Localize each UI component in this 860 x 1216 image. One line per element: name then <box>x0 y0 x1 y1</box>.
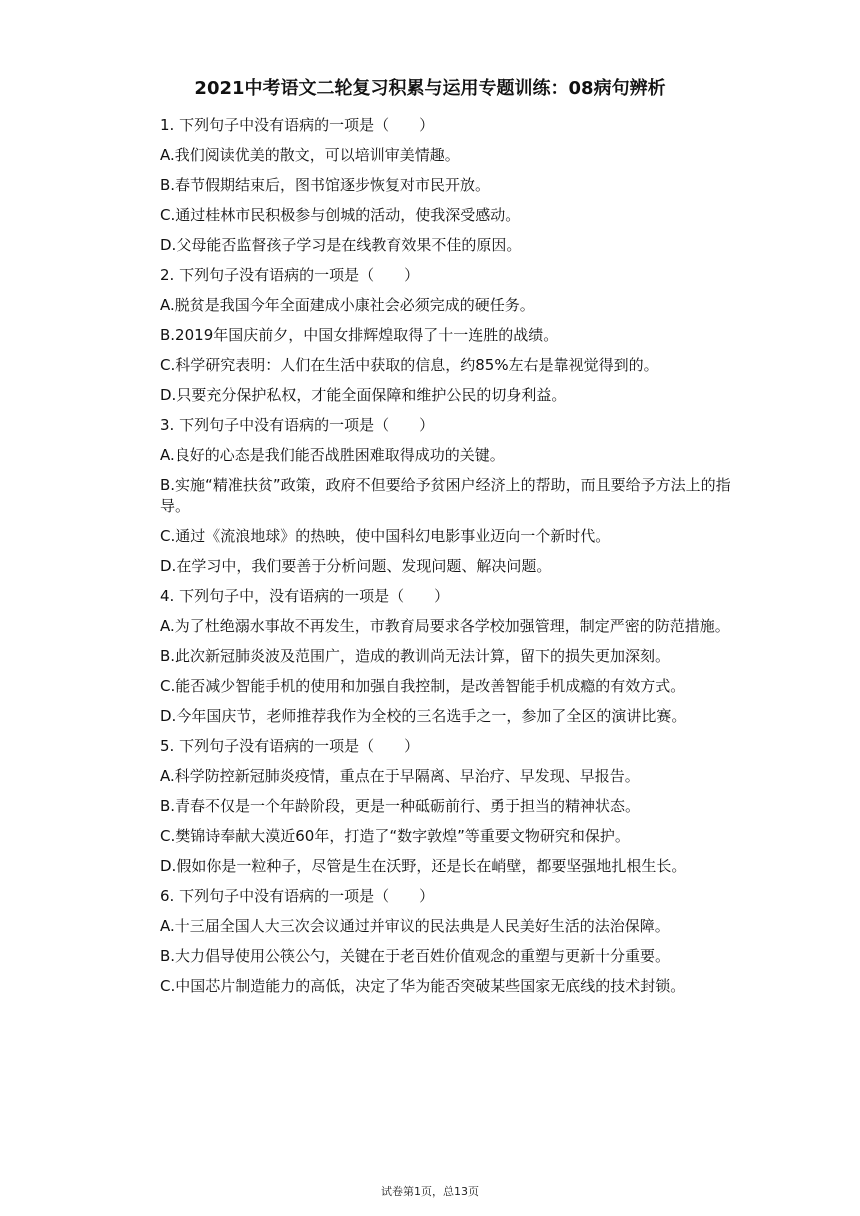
option-d: D.只要充分保护私权，才能全面保障和维护公民的切身利益。 <box>160 386 567 404</box>
option-a: A.为了杜绝溺水事故不再发生，市教育局要求各学校加强管理，制定严密的防范措施。 <box>160 617 730 635</box>
option-c: C.樊锦诗奉献大漠近60年，打造了“数字敦煌”等重要文物研究和保护。 <box>160 827 630 845</box>
page-footer: 试卷第1页，总13页 <box>381 1185 479 1198</box>
option-a: A.科学防控新冠肺炎疫情，重点在于早隔离、早治疗、早发现、早报告。 <box>160 767 640 785</box>
option-c: C.中国芯片制造能力的高低，决定了华为能否突破某些国家无底线的技术封锁。 <box>160 977 686 995</box>
option-d: D.今年国庆节，老师推荐我作为全校的三名选手之一，参加了全区的演讲比赛。 <box>160 707 687 725</box>
option-d: D.在学习中，我们要善于分析问题、发现问题、解决问题。 <box>160 557 552 575</box>
option-b: B.大力倡导使用公筷公勺，关键在于老百姓价值观念的重塑与更新十分重要。 <box>160 947 671 965</box>
option-a: A.我们阅读优美的散文，可以培训审美情趣。 <box>160 146 460 164</box>
option-a: A.良好的心态是我们能否战胜困难取得成功的关键。 <box>160 446 505 464</box>
question-stem: 4. 下列句子中，没有语病的一项是（ ） <box>160 587 450 605</box>
question-stem: 5. 下列句子没有语病的一项是（ ） <box>160 737 420 755</box>
option-c: C.能否减少智能手机的使用和加强自我控制，是改善智能手机成瘾的有效方式。 <box>160 677 686 695</box>
option-a: A.十三届全国人大三次会议通过并审议的民法典是人民美好生活的法治保障。 <box>160 917 670 935</box>
question-stem: 6. 下列句子中没有语病的一项是（ ） <box>160 887 435 905</box>
option-a: A.脱贫是我国今年全面建成小康社会必须完成的硬任务。 <box>160 296 535 314</box>
question-list <box>160 110 740 1001</box>
option-d: D.父母能否监督孩子学习是在线教育效果不佳的原因。 <box>160 236 522 254</box>
option-b: B.春节假期结束后，图书馆逐步恢复对市民开放。 <box>160 176 491 194</box>
option-c: C.科学研究表明：人们在生活中获取的信息，约85%左右是靠视觉得到的。 <box>160 356 659 374</box>
option-d: D.假如你是一粒种子，尽管是生在沃野，还是长在峭壁，都要坚强地扎根生长。 <box>160 857 687 875</box>
question-stem: 2. 下列句子没有语病的一项是（ ） <box>160 266 420 284</box>
option-b: B.实施“精准扶贫”政策，政府不但要给予贫困户经济上的帮助，而且要给予方法上的指导。 <box>160 476 731 515</box>
document-title: 2021中考语文二轮复习积累与运用专题训练：08病句辨析 <box>194 78 666 99</box>
option-c: C.通过桂林市民积极参与创城的活动，使我深受感动。 <box>160 206 521 224</box>
option-c: C.通过《流浪地球》的热映，使中国科幻电影事业迈向一个新时代。 <box>160 527 611 545</box>
option-b: B.此次新冠肺炎波及范围广，造成的教训尚无法计算，留下的损失更加深刻。 <box>160 647 671 665</box>
option-b: B.青春不仅是一个年龄阶段，更是一种砥砺前行、勇于担当的精神状态。 <box>160 797 641 815</box>
option-b: B.2019年国庆前夕，中国女排辉煌取得了十一连胜的战绩。 <box>160 326 559 344</box>
question-stem: 3. 下列句子中没有语病的一项是（ ） <box>160 416 435 434</box>
question-stem: 1. 下列句子中没有语病的一项是（ ） <box>160 116 435 134</box>
